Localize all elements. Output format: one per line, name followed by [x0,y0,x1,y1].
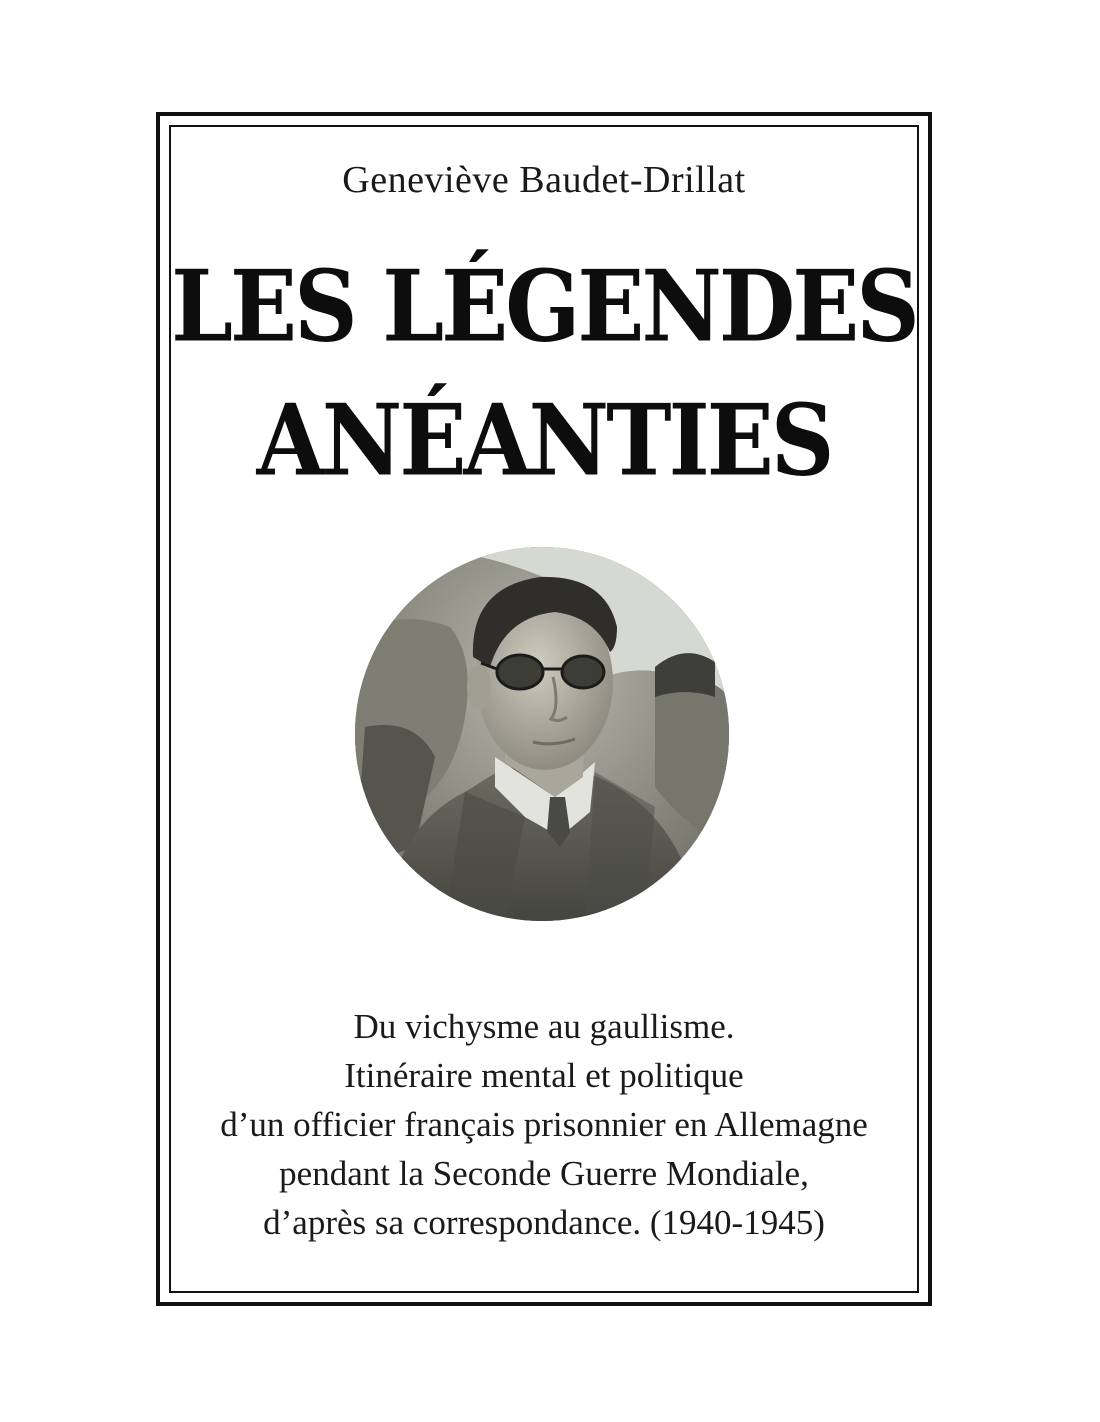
subtitle-line-5: d’après sa correspondance. (1940-1945) [263,1203,825,1242]
cover-outer-border [156,112,932,1306]
subtitle-block [160,1002,928,1247]
author-name: Geneviève Baudet-Drillat [342,159,746,201]
portrait-photo [355,547,729,921]
portrait-photo-icon [355,547,729,921]
book-title-line-2: ANÉANTIES [256,381,832,499]
book-title-line-1: LES LÉGENDES [171,247,917,365]
subtitle-line-3: d’un officier français prisonnier en Allemagne [220,1105,868,1144]
subtitle-line-4: pendant la Seconde Guerre Mondiale, [279,1154,809,1193]
subtitle-line-1: Du vichysme au gaullisme. [353,1007,735,1046]
subtitle-line-2: Itinéraire mental et politique [344,1056,744,1095]
